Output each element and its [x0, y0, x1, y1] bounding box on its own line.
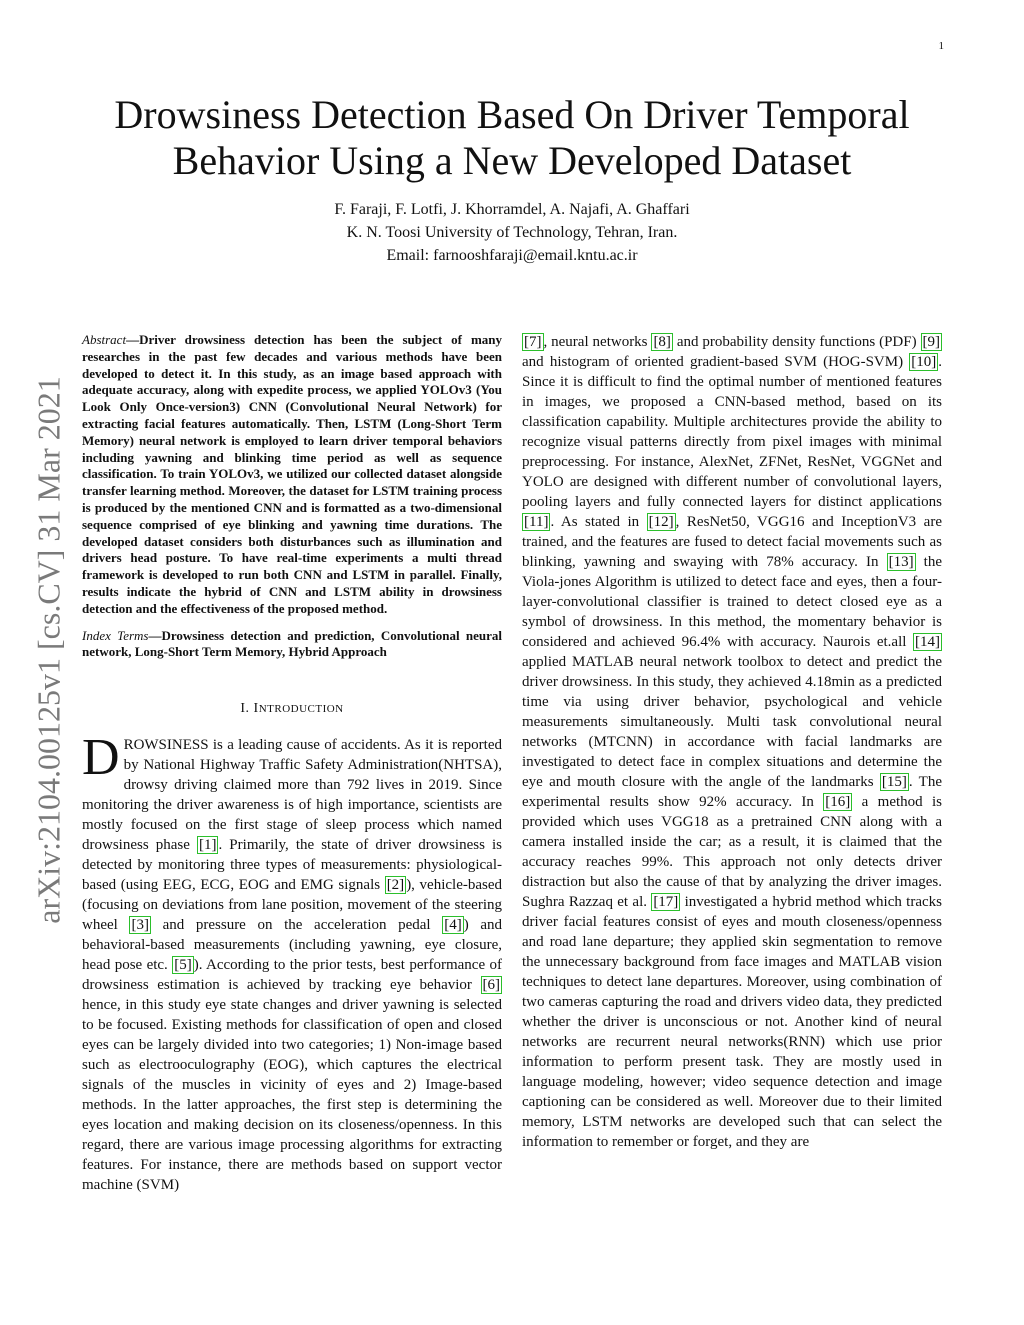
- drop-cap: D: [82, 729, 120, 787]
- intro-text: ), vehicle-based (focusing on deviations from lane position, movement of the steering wheel: [82, 877, 502, 934]
- intro-text: . Since it is difficult to find the optimal number of mentioned features in images, we proposed a CNN-based method, based on its classification capability. Multiple architectures provide the ability to recognize visual patterns directly from pixel images with minimal preprocessing. For instance, AlexNet, ZFNet, ResNet, VGGNet and YOLO are designed with different number of convolutional layers, pooling layers and fully connected layers for distinct applications: [522, 354, 942, 510]
- intro-text: ). According to the prior tests, best performance of drowsiness estimation is achieved by tracking eye behavior: [82, 957, 502, 994]
- author-email[interactable]: Email: farnooshfaraji@email.kntu.ac.ir: [386, 247, 638, 264]
- section-title-rest: NTRODUCTION: [258, 703, 344, 716]
- section-heading-introduction: [82, 701, 502, 717]
- intro-text: , ResNet50, VGG16 and InceptionV3 are trained, and the features are fused to detect facial movements such as blinking, yawning and swaying with 78% accuracy. In: [522, 514, 942, 570]
- author-names: F. Faraji, F. Lotfi, J. Khorramdel, A. Najafi, A. Ghaffari: [334, 201, 690, 218]
- intro-text: the Viola-jones Algorithm is utilized to detect face and eyes, then a four-layer-convolutional classifier is trained to detect closed eye as a symbol of drowsiness. In this method, the momentary behavior is considered and achieved 96.4% with accuracy. Naurois et.all: [522, 554, 943, 650]
- citation-link[interactable]: [5]: [174, 957, 192, 974]
- index-terms-text: —Drowsiness detection and prediction, Convolutional neural network, Long-Short Term Memory, Hybrid Approach: [82, 627, 502, 660]
- citation-link[interactable]: [1]: [198, 837, 217, 854]
- intro-text: a method is provided which uses VGG18 as a pretrained CNN along with a camera installed inside the car; as a result, it is claimed that the accuracy reaches 99%. This approach not only detects driver distraction but also the cause of that by analyzing the driver images. Sughra Razzaq et al.: [522, 794, 943, 910]
- right-column: [522, 332, 942, 1152]
- author-affiliation: K. N. Toosi University of Technology, Tehran, Iran.: [346, 224, 678, 241]
- abstract-label: Abstract: [82, 332, 127, 347]
- intro-text: . As stated in: [550, 514, 647, 530]
- intro-text: and histogram of oriented gradient-based SVM (HOG-SVM): [522, 354, 910, 370]
- section-title-initial: I: [253, 701, 259, 717]
- citation-link[interactable]: [12]: [648, 514, 674, 530]
- abstract-text: —Driver drowsiness detection has been the subject of many researches in the past few decades and various methods have been developed to detect it. In this study, as an image based approach with adequate accuracy, along with expedite process, we applied YOLOv3 (You Look Only Once-version3) CNN (Convolutional Neural Network) for extracting facial features automatically. Then, LSTM (Long-Short Term Memory) neural network is employed to learn driver temporal behaviors including yawning and blinking time period as well as sequence classification. To train YOLOv3, we utilized our collected dataset alongside transfer learning method. Moreover, the dataset for LSTM training process is produced by the mentioned CNN and is formatted as a two-dimensional sequence comprised of eye blinking and yawning time durations. The developed dataset considers both disturbances such as illumination and drivers head posture. To have real-time experiments a multi thread framework is developed to run both CNN and LSTM in parallel. Finally, results indicate the hybrid of CNN and LSTM ability in drowsiness detection and the effectiveness of the proposed method.: [82, 332, 502, 616]
- intro-text: , neural networks: [543, 334, 652, 350]
- citation-link[interactable]: [11]: [524, 514, 549, 530]
- index-terms-label: Index Terms: [82, 627, 149, 643]
- intro-text: and probability density functions (PDF): [672, 334, 921, 350]
- intro-paragraph: [82, 729, 502, 1195]
- left-column: [82, 332, 502, 1195]
- intro-text: investigated a hybrid method which tracks driver facial features consist of eyes and mouth closeness/openness and road lane departure; they applied skin segmentation to remove the unnecessary background from face images and MATLAB vision techniques to detect lane departures. Moreover, using combination of two cameras capturing the road and drivers video data, they predicted whether the driver is unconscious or not. Another kind of neural networks are recurrent neural networks(RNN) which use prior information to perform present task. They are mostly used in language modeling, however; video sequence detection and image captioning can be considered as well. Moreover due to their limited memory, LSTM networks are developed such that can select the information to remember or forget, and they are: [522, 894, 942, 1150]
- citation-link[interactable]: [15]: [881, 774, 907, 790]
- citation-link[interactable]: [2]: [386, 877, 405, 894]
- intro-text: hence, in this study eye state changes and driver yawning is selected to be focused. Existing methods for classification of open and closed eyes can be largely divided into two categories; 1) Non-image based such as electrooculography (EOG), which captures the electrical signals of the muscles in vicinity of eyes and 2) Image-based methods. In the latter approaches, the first step is determining the eyes location and making decision on its closeness/openness. In this regard, there are various image processing algorithms for extracting features. For instance, there are methods based on support vector machine (SVM): [82, 997, 502, 1194]
- page-number: 1: [938, 40, 944, 52]
- paper-title: Drowsiness Detection Based On Driver Temporal Behavior Using a New Developed Dataset: [114, 92, 910, 183]
- citation-link[interactable]: [9]: [922, 334, 940, 350]
- intro-text: . The experimental results show 92% accuracy. In: [522, 774, 942, 810]
- citation-link[interactable]: [6]: [482, 977, 500, 994]
- intro-paragraph-continued: [522, 332, 942, 1152]
- citation-link[interactable]: [10]: [911, 354, 937, 370]
- citation-link[interactable]: [17]: [653, 894, 679, 910]
- index-terms: [82, 628, 502, 662]
- citation-link[interactable]: [8]: [653, 334, 671, 350]
- citation-link[interactable]: [7]: [524, 334, 542, 350]
- citation-link[interactable]: [14]: [915, 634, 940, 650]
- abstract: [82, 332, 502, 618]
- intro-text: applied MATLAB neural network toolbox to detect and predict the driver drowsiness. In this study, they achieved 4.18min as a predicted time via using driver behavior, psychological and vehicle measurements simultaneously. Multi task convolutional neural networks (MTCNN) in accordance with facial landmarks are investigated to detect face in complex situations and determine the eye and mouth closure with the angle of the landmarks: [522, 654, 942, 790]
- intro-text: and pressure on the acceleration pedal: [150, 917, 443, 934]
- intro-text: ) and behavioral-based measurements (including yawning, eye closure, head pose etc.: [82, 917, 502, 974]
- citation-link[interactable]: [3]: [131, 917, 149, 934]
- arxiv-identifier-stamp[interactable]: arXiv:2104.00125v1 [cs.CV] 31 Mar 2021: [30, 376, 67, 924]
- author-block: [80, 198, 944, 267]
- section-numeral: I.: [240, 701, 250, 717]
- intro-text: . Primarily, the state of driver drowsiness is detected by monitoring three types of measurements: physiological-based (using EEG, ECG, EOG and EMG signals: [82, 837, 502, 894]
- citation-link[interactable]: [4]: [444, 917, 462, 934]
- citation-link[interactable]: [16]: [825, 794, 851, 810]
- citation-link[interactable]: [13]: [888, 554, 914, 570]
- intro-text: ROWSINESS is a leading cause of accidents. As it is reported by National Highway Traffic Safety Administration(NHTSA), drowsy driving claimed more than 792 lives in 2019. Since monitoring the driver awareness is of high importance, scientists are mostly focused on the first stage of sleep process which named drowsiness phase: [82, 737, 502, 854]
